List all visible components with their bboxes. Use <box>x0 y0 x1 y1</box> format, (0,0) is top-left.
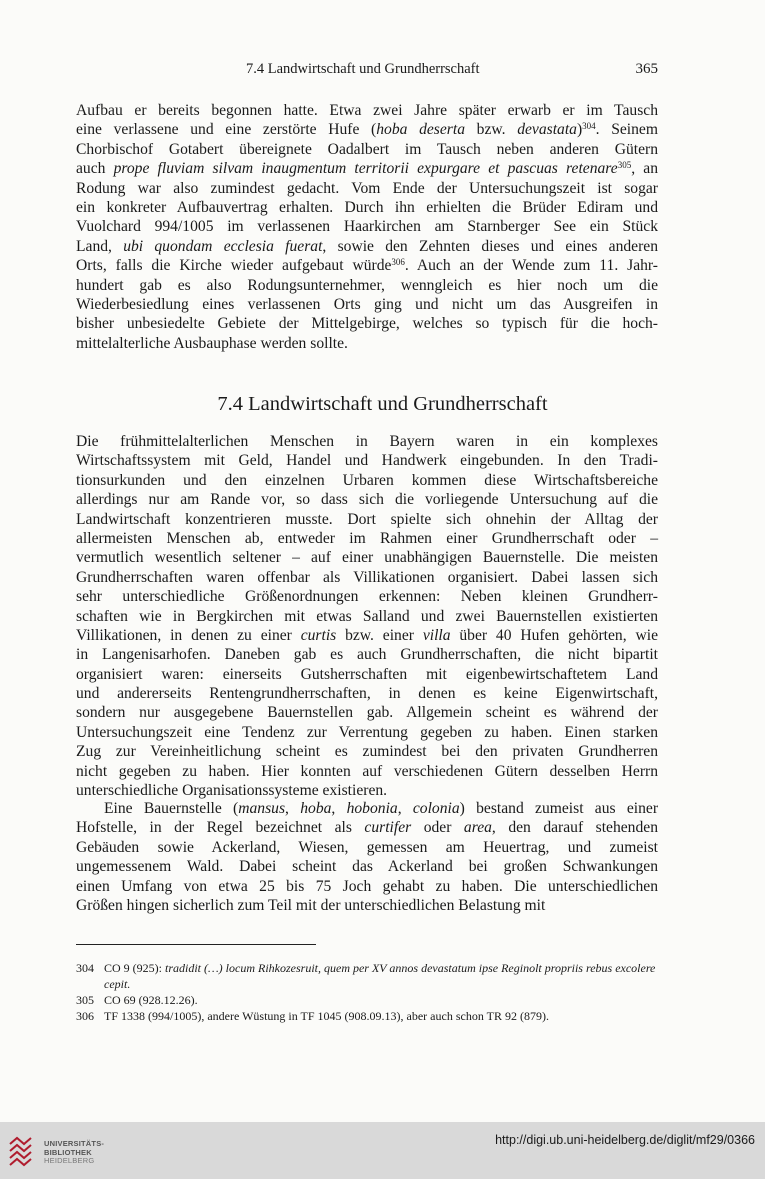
text-run: vermutlich wesentlich seltener – auf einer unabhängigen Bauernstelle. Die meisten <box>76 549 658 567</box>
library-logo[interactable] <box>8 1132 138 1172</box>
text-run: mittelalterliche Ausbauphase werden sollte. <box>76 334 348 352</box>
footnotes <box>76 960 658 1024</box>
text-line <box>76 781 658 800</box>
text-run: CO 69 (928.12.26). <box>104 993 198 1007</box>
italic-text: prope fluviam silvam inaugmentum territorii expurgare et pascuas retenare <box>113 160 618 178</box>
text-run: Wiederbesiedlung eines verlassenen Orts ging und nicht um das Ausgreifen in <box>76 295 658 313</box>
text-run: Größen hingen sicherlich zum Teil mit der unterschiedlichen Belastung mit <box>76 896 546 914</box>
italic-text: mansus <box>238 800 286 817</box>
text-line <box>76 665 658 684</box>
text-run: Orts, falls die Kirche wieder aufgebaut würde <box>76 257 392 275</box>
text-line <box>76 432 658 451</box>
running-head <box>76 61 658 81</box>
text-run: Landwirtschaft konzentrieren musste. Dort spielte sich ohnehin der Alltag der <box>76 510 658 528</box>
text-line <box>76 314 658 333</box>
text-run: hundert gab es also Rodungsunternehmer, wenngleich es hier noch um die <box>76 276 658 294</box>
source-url-link[interactable]: http://digi.ub.uni-heidelberg.de/diglit/mf29/0366 <box>495 1133 755 1147</box>
text-line <box>76 217 658 236</box>
text-line <box>76 626 658 645</box>
text-run: sondern nur ausgegebene Bauernstellen gab. Allgemein scheint es während der <box>76 704 658 722</box>
text-run: oder <box>411 819 464 837</box>
text-line <box>76 896 658 915</box>
running-title: 7.4 Landwirtschaft und Grundherrschaft <box>246 61 480 77</box>
text-line <box>76 607 658 626</box>
text-run: Land, <box>76 237 124 255</box>
logo-line-1: UNIVERSITÄTS- <box>44 1139 105 1148</box>
text-line <box>76 762 658 781</box>
text-run: Wirtschaftssystem mit Geld, Handel und Handwerk eingebunden. In den Tradi- <box>76 452 658 470</box>
text-run: , <box>285 800 301 817</box>
text-line <box>76 838 658 857</box>
text-run: CO 9 (925): <box>104 961 165 975</box>
text-line <box>76 256 658 275</box>
text-run: Untersuchungszeit eine Tendenz zur Verrentung gegeben zu haben. Einen starken <box>76 723 658 741</box>
text-line <box>76 237 658 256</box>
italic-text: colonia <box>412 800 460 817</box>
text-run: Zug zur Vereinheitlichung scheint es zumindest bei den privaten Grundherren <box>76 743 658 761</box>
text-line <box>76 568 658 587</box>
text-run: bzw. <box>465 121 518 139</box>
text-run: Chorbischof Gotabert übereignete Oadalbert im Tausch neben anderen Gütern <box>76 140 658 158</box>
text-line <box>76 490 658 509</box>
italic-text: curtifer <box>364 819 412 837</box>
text-line <box>76 276 658 295</box>
text-line <box>76 334 658 353</box>
page-number: 365 <box>635 61 658 77</box>
text-line <box>76 120 658 139</box>
text-run: Villikationen, in denen zu einer <box>76 626 301 644</box>
text-line <box>76 140 658 159</box>
text-line <box>76 295 658 314</box>
text-run: schaften wie in Bergkirchen mit etwas Salland und zwei Bauernstellen existierten <box>76 607 658 625</box>
text-line <box>76 857 658 876</box>
text-run: , <box>397 800 413 817</box>
text-run: , <box>331 800 347 817</box>
footnote-ref[interactable]: 306 <box>391 257 405 268</box>
text-run: Vuolchard 994/1005 im verlassenen Haarkirchen am Starnberger See ein Stück <box>76 218 658 236</box>
text-line <box>76 645 658 664</box>
text-run: Gebäuden sowie Ackerland, Wiesen, gemessen am Heuertrag, und zumeist <box>76 838 658 856</box>
text-line <box>76 510 658 529</box>
text-run: allermeisten Menschen ab, entweder im Rahmen einer Grundherrschaft oder – <box>76 529 658 547</box>
italic-text: hobonia <box>346 800 398 817</box>
italic-text: ubi quondam ecclesia fuerat <box>123 237 323 255</box>
logo-line-2: BIBLIOTHEK <box>44 1147 92 1157</box>
text-line <box>76 451 658 470</box>
text-line <box>76 703 658 722</box>
italic-text: hoba deserta <box>376 121 465 139</box>
text-line <box>76 101 658 120</box>
text-run: , den darauf stehenden <box>491 819 658 837</box>
text-run: TF 1338 (994/1005), andere Wüstung in TF 1045 (908.09.13), aber auch schon TR 92 (879). <box>104 1009 549 1023</box>
text-run: , sowie den Zehnten dieses und eines anderen <box>322 237 658 255</box>
text-run: bzw. einer <box>336 626 423 644</box>
text-run: unterschiedliche Organisationssysteme existieren. <box>76 782 388 800</box>
text-run: . Auch an der Wende zum 11. Jahr- <box>404 257 658 275</box>
text-run: ) bestand zumeist aus einer <box>459 800 659 817</box>
viewer-footer <box>0 1122 765 1179</box>
text-run: . Seinem <box>595 121 658 139</box>
text-run: und andererseits Rentengrundherrschaften, in denen es keine Eigenwirtschaft, <box>76 685 658 703</box>
text-run: ) <box>576 121 583 139</box>
italic-text: area <box>463 819 492 837</box>
italic-text: tradidit (…) locum Rihkozesruit, quem per XV annos devastatum ipse Reginolt propriis rebus excolere cepit. <box>104 961 656 991</box>
text-run: sehr unterschiedliche Größenordnungen erkennen: Neben kleinen Grundherr- <box>76 588 658 606</box>
text-run: tionsurkunden und den einzelnen Urbaren kommen diese Wirtschaftsbereiche <box>76 471 658 489</box>
italic-text: villa <box>422 626 451 644</box>
section-heading: 7.4 Landwirtschaft und Grundherrschaft <box>217 393 548 415</box>
text-run: bisher unbesiedelte Gebiete der Mittelgebirge, welches so typisch für die hoch- <box>76 315 658 333</box>
text-run: Aufbau er bereits begonnen hatte. Etwa zwei Jahre später erwarb er im Tausch <box>76 102 658 119</box>
text-run: einen Umfang von etwa 25 bis 75 Joch gehabt zu haben. Die unterschiedlichen <box>76 877 658 895</box>
text-run: nicht gegeben zu haben. Hier konnten auf verschiedenen Gütern desselben Herrn <box>76 762 658 780</box>
footnote <box>76 960 658 992</box>
footnote-ref[interactable]: 305 <box>617 160 632 171</box>
footnote-divider <box>76 944 316 945</box>
footnote <box>76 1008 658 1024</box>
paragraph-1 <box>76 101 658 353</box>
footnote <box>76 992 658 1008</box>
text-line <box>76 198 658 217</box>
text-run: organisiert waren: einerseits Gutsherrschaften mit eigenbewirtschaftetem Land <box>76 665 658 683</box>
text-run: Eine Bauernstelle ( <box>104 800 239 817</box>
text-line <box>76 548 658 567</box>
footnote-number: 305 <box>76 993 94 1007</box>
text-line <box>76 529 658 548</box>
footnote-number: 304 <box>76 961 94 975</box>
italic-text: devastata <box>517 121 577 139</box>
text-run: allerdings nur am Rande vor, so dass sich die vorliegende Untersuchung auf die <box>76 491 658 509</box>
text-line <box>76 742 658 761</box>
footnote-ref[interactable]: 304 <box>582 121 596 132</box>
text-line <box>76 159 658 178</box>
text-line <box>76 818 658 837</box>
italic-text: hoba <box>300 800 332 817</box>
text-run: Hofstelle, in der Regel bezeichnet als <box>76 819 365 837</box>
text-line <box>76 684 658 703</box>
text-line <box>76 587 658 606</box>
paragraph-3 <box>76 799 658 915</box>
text-run: in Langenisarhofen. Daneben gab es auch Grundherrschaften, die nicht bipartit <box>76 646 658 664</box>
text-line <box>76 471 658 490</box>
footnote-number: 306 <box>76 1009 94 1023</box>
text-run: Rodung war also zumindest gedacht. Vom Ende der Untersuchungszeit ist sogar <box>76 179 658 197</box>
library-emblem-icon <box>8 1136 36 1168</box>
text-run: Grundherrschaften waren offenbar als Villikationen organisiert. Dabei lassen sich <box>76 568 658 586</box>
text-run: eine verlassene und eine zerstörte Hufe ( <box>76 121 377 139</box>
logo-line-3: HEIDELBERG <box>44 1156 95 1165</box>
italic-text: curtis <box>300 626 337 644</box>
text-run: Die frühmittelalterlichen Menschen in Bayern waren in ein komplexes <box>76 433 658 450</box>
text-run: , an <box>631 160 658 178</box>
text-run: ein konkreter Aufbauvertrag erhalten. Durch ihn erhielten die Brüder Ediram und <box>76 198 658 216</box>
text-run: auch <box>76 160 114 178</box>
text-line <box>76 799 658 818</box>
text-line <box>76 179 658 198</box>
text-run: über 40 Hufen gehörten, wie <box>450 626 658 644</box>
text-run: ungemessenem Wald. Dabei scheint das Ackerland bei großen Schwankungen <box>76 858 658 876</box>
text-line <box>76 877 658 896</box>
paragraph-2 <box>76 432 658 800</box>
text-line <box>76 723 658 742</box>
